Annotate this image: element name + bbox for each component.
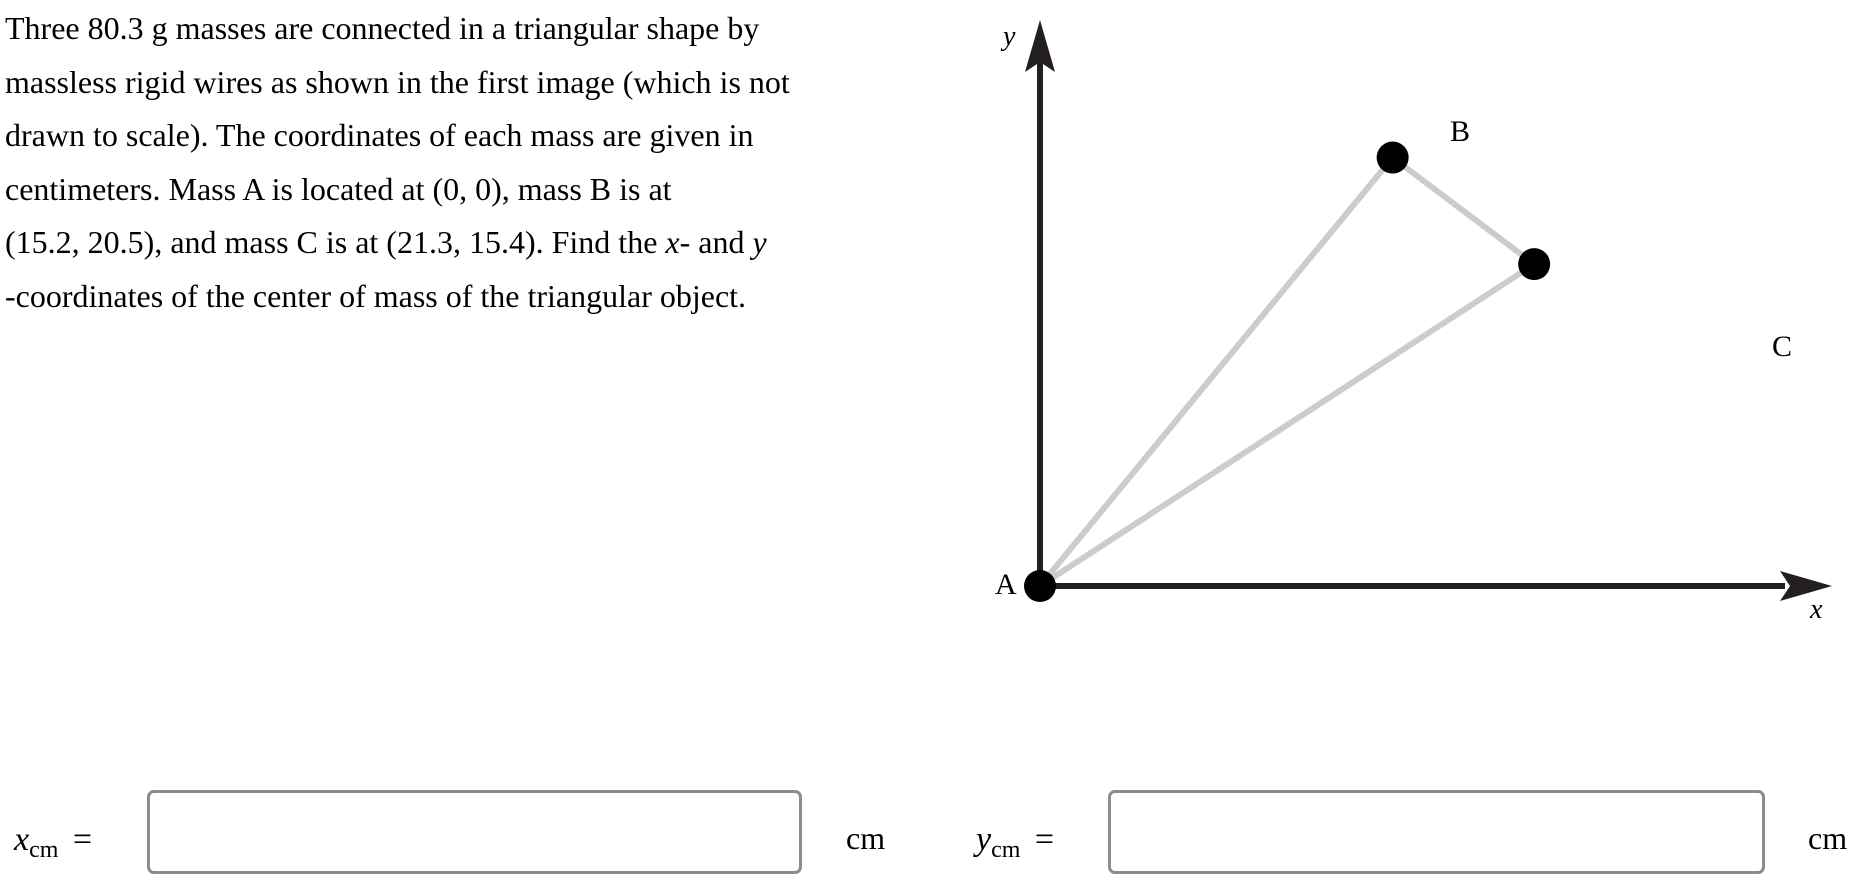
y-cm-var: y [976,821,992,858]
y-cm-label [976,821,1055,863]
x-cm-equals: = [72,821,93,858]
y-cm-unit: cm [1808,820,1848,856]
mass-a-label: A [995,568,1017,601]
problem-line-2: massless rigid wires as shown in the first image (which is not [5,63,790,100]
problem-line-4: centimeters. Mass A is located at (0, 0), mass B is at [5,170,672,207]
problem-line-5-and: - and [679,224,753,260]
x-cm-var: x [14,821,30,858]
x-axis-label: x [1810,594,1823,625]
x-cm-label [14,821,93,863]
x-axis-arrow-icon [1780,571,1832,601]
y-cm-input[interactable] [1108,790,1765,874]
wire-a-b [1040,158,1393,586]
wire-a-c [1040,264,1534,586]
wire-b-c [1393,158,1535,265]
problem-line-1: Three 80.3 g masses are connected in a triangular shape by [5,10,760,46]
mass-c-label: C [1772,330,1793,363]
problem-line-3: drawn to scale). The coordinates of each mass are given in [5,117,754,153]
mass-a [1024,570,1056,602]
x-cm-unit: cm [846,820,886,856]
problem-line-6: -coordinates of the center of mass of the triangular object. [5,277,747,314]
mass-c [1518,248,1550,280]
x-cm-sub: cm [29,837,59,863]
mass-b [1377,142,1409,174]
y-cm-equals: = [1034,821,1055,858]
y-axis-label: y [1003,21,1016,52]
mass-b-label: B [1450,115,1471,148]
problem-line-5-text: (15.2, 20.5), and mass C is at (21.3, 15.4). Find the [5,224,666,260]
problem-var-x: x [665,224,680,260]
problem-var-y: y [752,224,767,260]
y-cm-sub: cm [991,837,1021,863]
x-cm-input[interactable] [147,790,802,874]
